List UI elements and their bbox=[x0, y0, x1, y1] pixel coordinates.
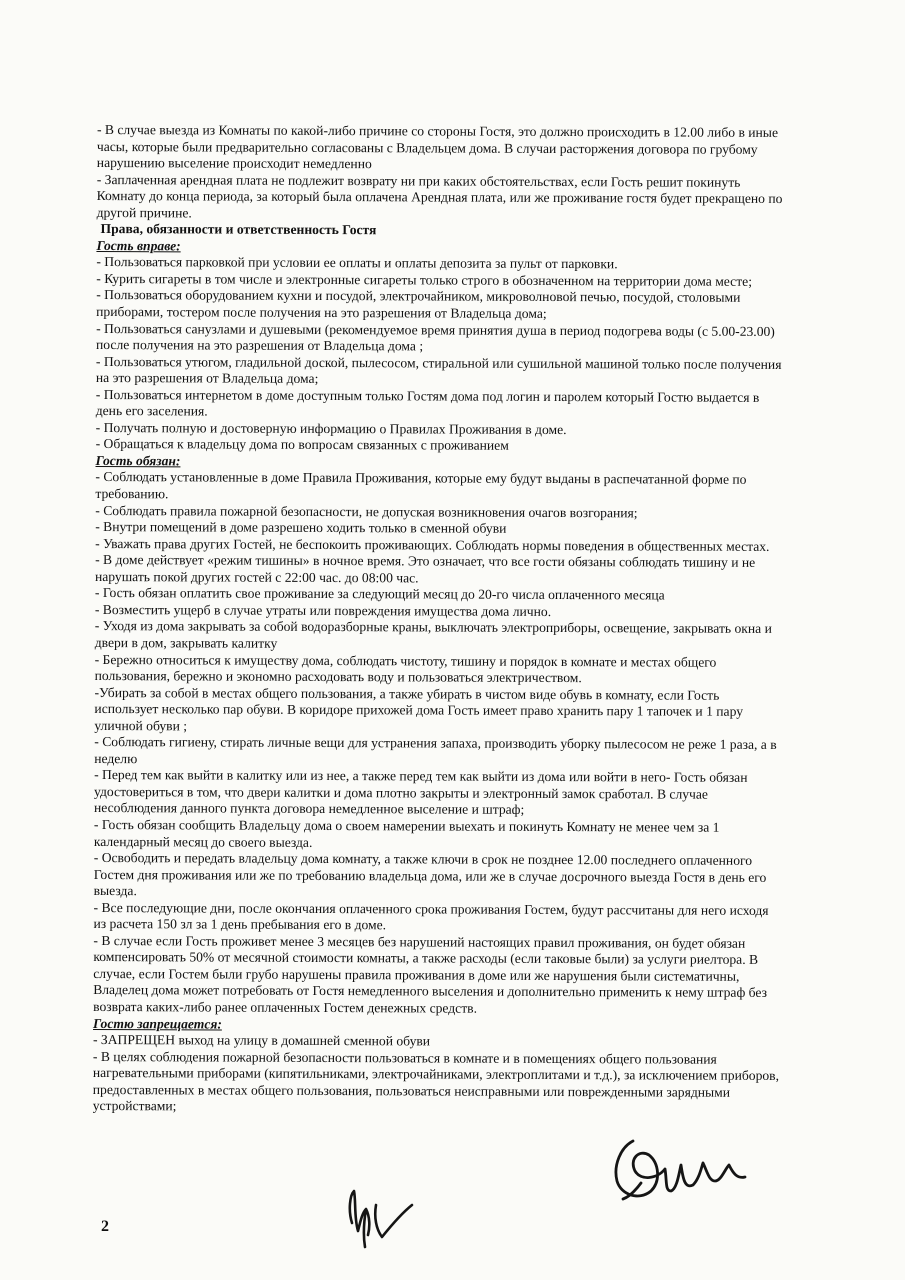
paragraph: - В доме действует «режим тишины» в ночное время. Это означает, что все гости обязаны соблюдать тишину и не нарушать покой других гостей с 22:00 час. до 08:00 час. bbox=[94, 552, 756, 586]
paragraph: - В случае выезда из Комнаты по какой-либо причине со стороны Гостя, это должно происходить в 12.00 либо в иные часы, которые были предварительно согласованы с Владельцем дома. В случаи расторжения договора по грубому нарушению выселение происходит немедленно bbox=[96, 122, 779, 172]
document-body bbox=[93, 122, 787, 1118]
paragraph: - Внутри помещений в доме разрешено ходить только в сменной обуви bbox=[95, 519, 507, 536]
paragraph: - Пользоваться утюгом, гладильной доской, пылесосом, стиральной или сушильной машиной только после получения на это разрешения от Владельца дома; bbox=[95, 353, 782, 387]
subsection-heading: Гостю запрещается: bbox=[93, 1015, 222, 1032]
paragraph: - Соблюдать правила пожарной безопасности, не допуская возникновения очагов возгорания; bbox=[95, 502, 638, 520]
owner-signature bbox=[605, 1125, 755, 1210]
subsection-heading: Гость обязан: bbox=[95, 452, 181, 469]
paragraph: - Соблюдать гигиену, стирать личные вещи для устранения запаха, производить уборку пылесосом не реже 1 раза, а в неделю bbox=[94, 734, 777, 766]
paragraph: - Уходя из дома закрывать за собой водоразборные краны, выключать электроприборы, освещение, закрывать окна и двери в дом, закрывать калитку bbox=[94, 618, 772, 651]
paragraph: - Заплаченная арендная плата не подлежит возврату ни при каких обстоятельствах, если Гость решит покинуть Комнату до конца периода, за который была оплачена Арендная плата, или же проживание гостя будет прекращено по другой причине. bbox=[96, 171, 783, 221]
paragraph: - Пользоваться санузлами и душевыми (рекомендуемое время принятия душа в период подогрева воды (с 5.00-23.00) после получения на это разрешения от Владельца дома ; bbox=[95, 320, 775, 354]
paragraph: - В случае если Гость проживет менее 3 месяцев без нарушений настоящих правил проживания, он будет обязан компенсировать 50% от месячной стоимости комнаты, а также расходы (если таковые были) за услуги риелтора. В случае, если Гостем были грубо нарушены правила проживания в доме или же нарушения были систематичны, Владелец дома может потребовать от Гостя немедленного выселения и дополнительно применить к нему штраф без возврата каких-либо ранее оплаченных Гостем денежных средств. bbox=[93, 932, 768, 1016]
page-number: 2 bbox=[101, 1218, 109, 1235]
paragraph: - Перед тем как выйти в калитку или из нее, а также перед тем как выйти из дома или войти в него- Гость обязан удостовериться в том, что двери калитки и дома плотно закрыты и электронный замок сработал. В случае несоблюдения данного пункта договора немедленное выселение и штраф; bbox=[93, 767, 748, 818]
paragraph: - Все последующие дни, после окончания оплаченного срока проживания Гостем, будут рассчитаны для него исходя из расчета 150 зл за 1 день пребывания его в доме. bbox=[93, 899, 769, 933]
paragraph: - Гость обязан оплатить свое проживание за следующий месяц до 20-го числа оплаченного месяца bbox=[94, 585, 665, 603]
paragraph: -Убирать за собой в местах общего пользования, а также убирать в чистом виде обувь в комнату, если Гость использует несколько пар обуви. В коридоре прихожей дома Гость имеет право хранить пару 1 тапочек и 1 пару уличной обуви ; bbox=[94, 684, 744, 734]
paragraph: - Получать полную и достоверную информацию о Правилах Проживания в доме. bbox=[95, 419, 567, 437]
paragraph: - Пользоваться оборудованием кухни и посудой, электрочайником, микроволновой печью, посудой, столовыми приборами, тостером после получения на это разрешения от Владельца дома; bbox=[96, 287, 741, 321]
paragraph: - ЗАПРЕЩЕН выход на улицу в домашней сменной обуви bbox=[92, 1032, 431, 1049]
guest-signature bbox=[330, 1165, 430, 1255]
paragraph: - Пользоваться парковкой при условии ее оплаты и оплаты депозита за пульт от парковки. bbox=[96, 254, 618, 272]
paragraph: - Гость обязан сообщить Владельцу дома о своем намерении выехать и покинуть Комнату не менее чем за 1 календарный месяц до своего выезда. bbox=[93, 816, 720, 850]
paragraph: - Соблюдать установленные в доме Правила Проживания, которые ему будут выданы в распечатанной форме по требованию. bbox=[95, 469, 747, 502]
subsection-heading: Гость вправе: bbox=[96, 237, 181, 254]
paragraph: - Курить сигареты в том числе и электронные сигареты только строго в обозначенном на территории дома месте; bbox=[96, 270, 753, 289]
paragraph: - Пользоваться интернетом в доме доступным только Гостям дома под логин и паролем который Гостю выдается в день его заселения. bbox=[95, 386, 760, 419]
paragraph: - Освободить и передать владельцу дома комнату, а также ключи в срок не позднее 12.00 последнего оплаченного Гостем дня проживания или же по требованию владельца дома, или же в случае досрочного выезда Гостя в день его выезда. bbox=[93, 850, 767, 899]
paragraph: - Уважать права других Гостей, не беспокоить проживающих. Соблюдать нормы поведения в общественных местах. bbox=[95, 535, 770, 554]
paragraph: - В целях соблюдения пожарной безопасности пользоваться в комнате и в помещениях общего пользования нагревательными приборами (кипятильниками, электрочайниками, электроплитами и т.д.), за исключением приборов, предоставленных в местах общего пользования, пользоваться неисправными или поврежденными зарядными устройствами; bbox=[92, 1048, 780, 1114]
paragraph: - Бережно относиться к имуществу дома, соблюдать чистоту, тишину и порядок в комнате и местах общего пользования, бережно и экономно расходовать воду и пользоваться электричеством. bbox=[94, 651, 717, 686]
section-heading: Права, обязанности и ответственность Гостя bbox=[100, 221, 377, 238]
paragraph: - Обращаться к владельцу дома по вопросам связанных с проживанием bbox=[95, 436, 509, 454]
paragraph: - Возместить ущерб в случае утраты или повреждения имущества дома лично. bbox=[94, 601, 552, 619]
